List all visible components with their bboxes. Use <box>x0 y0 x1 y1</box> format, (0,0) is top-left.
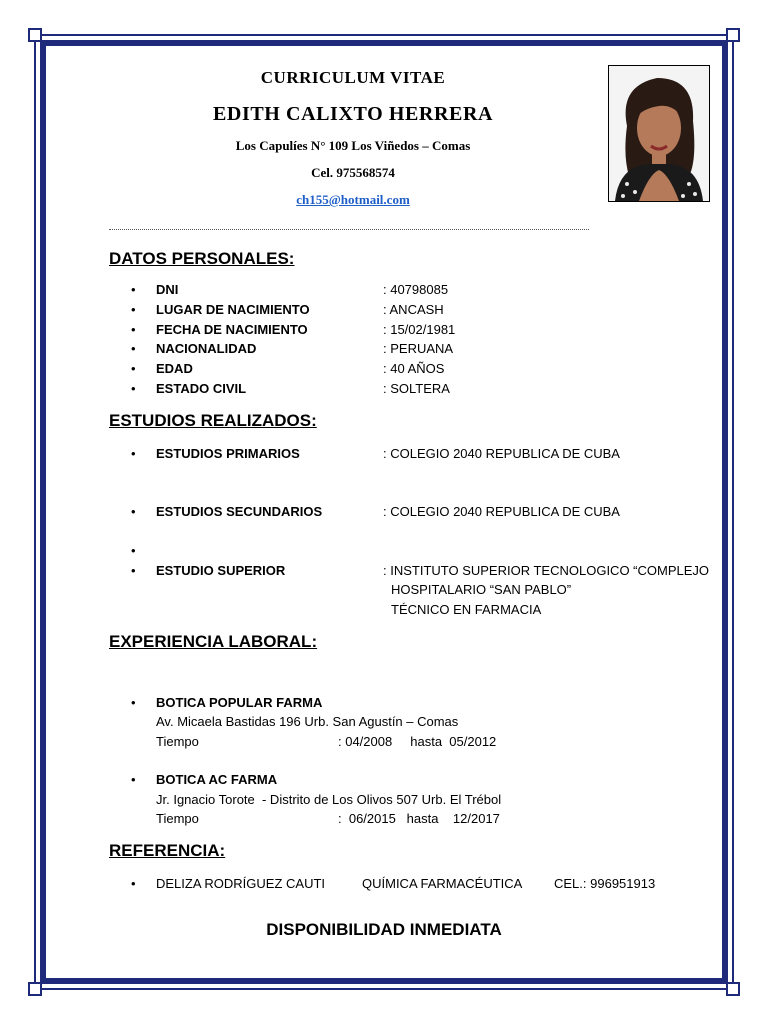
bullet: • <box>131 361 136 376</box>
personal-value-birthdate: : 15/02/1981 <box>383 322 456 337</box>
reference-role: QUÍMICA FARMACÉUTICA <box>362 876 523 891</box>
cv-title: CURRICULUM VITAE <box>260 68 446 87</box>
job-time-label: Tiempo <box>156 734 199 749</box>
study-label-primary: ESTUDIOS PRIMARIOS <box>156 446 300 461</box>
bullet: • <box>131 772 136 787</box>
bullet: • <box>131 282 136 297</box>
candidate-address: Los Capulíes N° 109 Los Viñedos – Comas <box>235 138 471 153</box>
availability-statement: DISPONIBILIDAD INMEDIATA <box>266 920 502 939</box>
candidate-photo <box>608 65 710 202</box>
personal-label-birthplace: LUGAR DE NACIMIENTO <box>156 302 310 317</box>
personal-label-birthdate: FECHA DE NACIMIENTO <box>156 322 308 337</box>
personal-label-age: EDAD <box>156 361 193 376</box>
section-heading-personal: DATOS PERSONALES: <box>109 249 295 268</box>
personal-value-nationality: : PERUANA <box>383 341 454 356</box>
bullet: • <box>131 381 136 396</box>
bullet: • <box>131 695 136 710</box>
candidate-name: EDITH CALIXTO HERRERA <box>212 103 494 125</box>
bullet: • <box>131 563 136 578</box>
bullet: • <box>131 322 136 337</box>
study-value-secondary: : COLEGIO 2040 REPUBLICA DE CUBA <box>383 504 620 519</box>
study-value-primary: : COLEGIO 2040 REPUBLICA DE CUBA <box>383 446 620 461</box>
section-heading-studies: ESTUDIOS REALIZADOS: <box>109 411 317 430</box>
personal-value-dni: : 40798085 <box>383 282 449 297</box>
personal-value-civil-status: : SOLTERA <box>383 381 450 396</box>
corner-ornament-bottom-left <box>28 982 42 996</box>
section-heading-references: REFERENCIA: <box>109 841 226 860</box>
bullet: • <box>131 446 136 461</box>
personal-value-birthplace: : ANCASH <box>383 302 444 317</box>
study-label-secondary: ESTUDIOS SECUNDARIOS <box>156 504 323 519</box>
bullet: • <box>131 341 136 356</box>
candidate-email-link[interactable]: ch155@hotmail.com <box>296 192 410 207</box>
personal-label-nationality: NACIONALIDAD <box>156 341 257 356</box>
job-time-label: Tiempo <box>156 811 199 826</box>
dotted-divider <box>109 229 589 230</box>
personal-label-dni: DNI <box>156 282 179 297</box>
job-time-value: : 06/2015 hasta 12/2017 <box>338 811 500 826</box>
reference-name: DELIZA RODRÍGUEZ CAUTI <box>156 876 326 891</box>
job-address: Jr. Ignacio Torote - Distrito de Los Olivos 507 Urb. El Trébol <box>156 792 502 807</box>
section-heading-experience: EXPERIENCIA LABORAL: <box>109 632 318 651</box>
bullet: • <box>131 504 136 519</box>
job-company: BOTICA AC FARMA <box>156 772 278 787</box>
bullet: • <box>131 302 136 317</box>
study-label-higher: ESTUDIO SUPERIOR <box>156 563 286 578</box>
study-value-higher-line3: TÉCNICO EN FARMACIA <box>391 602 542 617</box>
job-address: Av. Micaela Bastidas 196 Urb. San Agustín – Comas <box>156 714 459 729</box>
candidate-phone: Cel. 975568574 <box>311 165 395 180</box>
corner-ornament-bottom-right <box>726 982 740 996</box>
study-value-higher-line2: HOSPITALARIO “SAN PABLO” <box>391 582 572 597</box>
personal-label-civil-status: ESTADO CIVIL <box>156 381 247 396</box>
bullet: • <box>131 876 136 891</box>
corner-ornament-top-right <box>726 28 740 42</box>
job-company: BOTICA POPULAR FARMA <box>156 695 323 710</box>
bullet-empty: • <box>131 543 136 558</box>
job-time-value: : 04/2008 hasta 05/2012 <box>338 734 497 749</box>
personal-value-age: : 40 AÑOS <box>383 361 445 376</box>
corner-ornament-top-left <box>28 28 42 42</box>
reference-phone: CEL.: 996951913 <box>554 876 656 891</box>
study-value-higher: : INSTITUTO SUPERIOR TECNOLOGICO “COMPLEJO <box>383 563 710 578</box>
